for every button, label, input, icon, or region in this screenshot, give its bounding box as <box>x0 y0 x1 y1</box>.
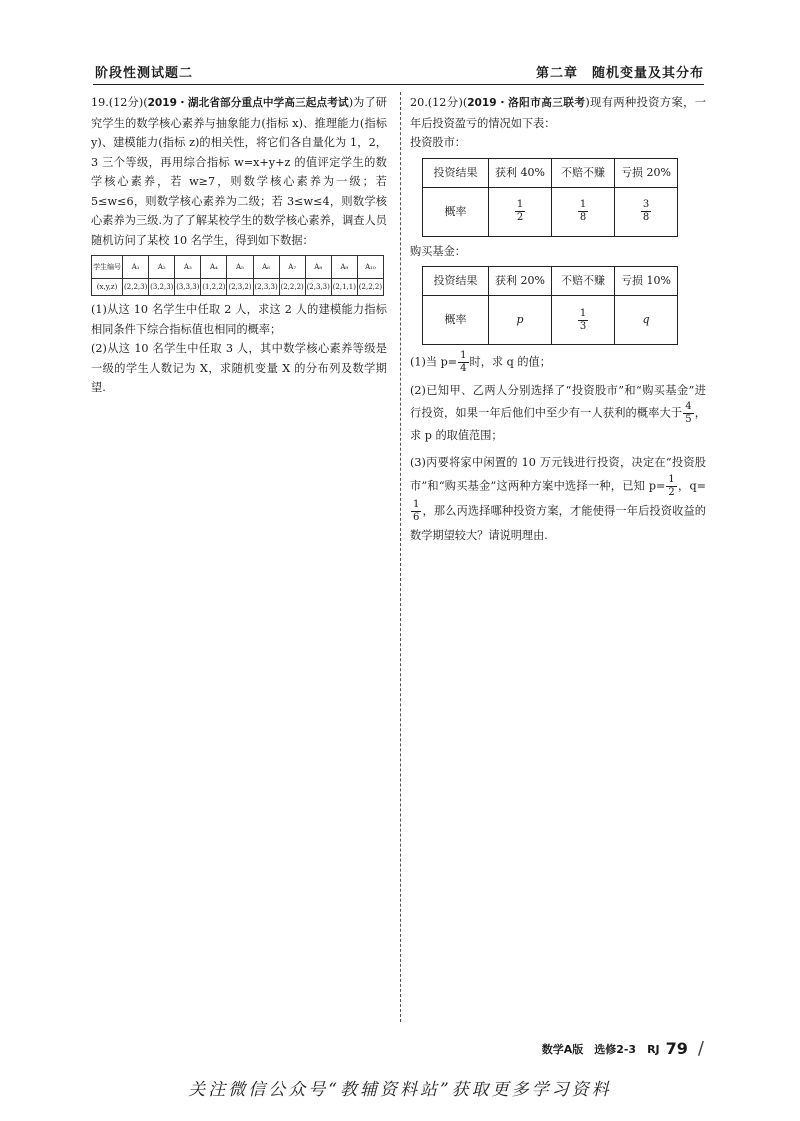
q19-data-table <box>91 255 384 296</box>
fraction: $\frac{3}{8}$ <box>642 199 650 223</box>
fraction: $\frac{1}{3}$ <box>579 307 587 332</box>
q19-intro: 19.(12分)(2019・湖北省部分重点中学高三起点考试)为了研究学生的数学核心素养与抽象能力(指标 x)、推理能力(指标 y)、建模能力(指标 z)的相关性，将它们各自量化为 1，2，3 三个等级，再用综合指标 w=x+y+z 的值评定学生的数学核心素养，若 w≥7，则数学核心素养为一级；若 5≤w≤6，则数学核心素养为二级；若 3≤w≤4，则数学核心素养为三级.为了了解某校学生的数学核心素养，调查人员随机访问了某校 10 名学生，得到如下数据： <box>91 96 387 247</box>
fraction: $\frac{1}{2}$ <box>516 199 524 223</box>
handwritten-watermark: 关注微信公众号“教辅资料站”获取更多学习资料 <box>188 1080 612 1100</box>
q19-part-1: (1)从这 10 名学生中任取 2 人，求这 2 人的建模能力指标相同条件下综合指标值也相同的概率； <box>91 303 387 336</box>
q20-source: 2019・洛阳市高三联考 <box>467 97 586 109</box>
q20-part-3: (3)丙要将家中闲置的 10 万元钱进行投资，决定在“投资股市”和“购买基金”这两种方案中选择一种，已知 p= $\frac{1}{2}$ ，q= $\frac{1}{6}$ ，那么丙选择哪种投资方案，才能使得一年后投资收益的数学期望较大？请说明理由. <box>410 456 706 542</box>
table-row: (x,y,z) (2,2,3) (3,2,3) (3,3,3) (1,2,2) (2,3,2) (2,3,3) (2,2,2) (2,3,3) (2,1,1) (2,2,2) <box>92 279 384 296</box>
q20-fund-label: 购买基金： <box>410 244 466 258</box>
question-19 <box>91 93 387 398</box>
fraction: $\frac{4}{5}$ <box>685 400 692 425</box>
fraction: $\frac{1}{2}$ <box>668 474 675 498</box>
table-row: 概率 p $\frac{1}{3}$ q <box>423 296 678 345</box>
footer-label: 数学A版 选修2-3 RJ <box>541 1042 660 1056</box>
table-row: 投资结果 获利 40% 不赔不赚 亏损 20% <box>423 158 678 187</box>
column-divider <box>400 92 401 1022</box>
q20-part-1: (1)当 p= $\frac{1}{4}$ 时，求 q 的值； <box>410 350 551 374</box>
header-right: 第二章 随机变量及其分布 <box>535 66 704 81</box>
q19-part-2: (2)从这 10 名学生中任取 3 人，其中数学核心素养等级是一级的学生人数记为 X，求随机变量 X 的分布列及数学期望. <box>91 342 387 394</box>
question-20 <box>410 93 706 547</box>
page-footer <box>542 1038 704 1059</box>
table-row: 概率 $\frac{1}{2}$ $\frac{1}{8}$ $\frac{3}{8}$ <box>423 187 678 236</box>
footer-slash-decoration: / <box>697 1038 704 1059</box>
q20-part-2: (2)已知甲、乙两人分别选择了“投资股市”和“购买基金”进行投资，如果一年后他们中至少有一人获利的概率大于 $\frac{4}{5}$ ，求 p 的取值范围； <box>410 384 706 442</box>
header-left: 阶段性测试题二 <box>95 66 194 81</box>
q20-fund-table <box>422 266 678 345</box>
header-rule <box>93 84 704 85</box>
q20-stock-label: 投资股市： <box>410 136 466 149</box>
q20-intro: 20.(12分)(2019・洛阳市高三联考)现有两种投资方案，一年后投资盈亏的情况如下表： <box>410 96 706 130</box>
fraction: $\frac{1}{8}$ <box>579 199 587 223</box>
page-number: 79 <box>665 1039 688 1058</box>
fraction: $\frac{1}{6}$ <box>413 499 420 523</box>
table-row: 投资结果 获利 20% 不赔不赚 亏损 10% <box>423 267 678 296</box>
table-row: 学生编号 A₁ A₂ A₃ A₄ A₅ A₆ A₇ A₈ A₉ A₁₀ <box>92 256 384 279</box>
fraction: $\frac{1}{4}$ <box>460 350 467 374</box>
q20-stock-table <box>422 158 678 237</box>
q19-source: 2019・湖北省部分重点中学高三起点考试 <box>147 97 349 109</box>
